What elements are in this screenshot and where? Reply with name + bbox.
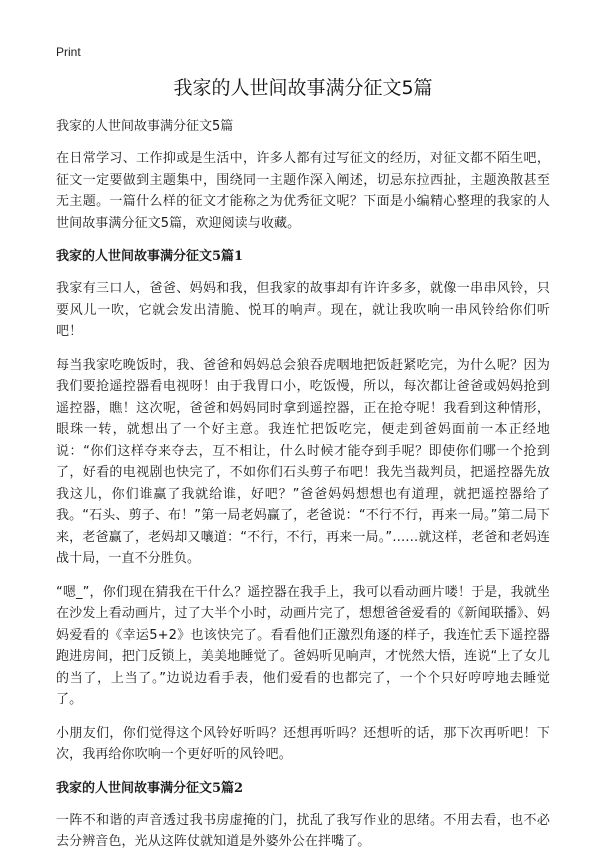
print-label[interactable]: Print [56,45,81,59]
section2-paragraph-1: 一阵不和谐的声音透过我书房虚掩的门，扰乱了我写作业的思绪。不用去看，也不必去分辨音色，光从这阵仗就知道是外婆外公在拌嘴了。 [56,812,550,849]
section1-paragraph-4: 小朋友们，你们觉得这个风铃好听吗？还想再听吗？还想听的话，那下次再听吧！下次，我再给你吹响一个更好听的风铃吧。 [56,725,550,762]
section-heading-2: 我家的人世间故事满分征文5篇2 [56,780,244,796]
section-heading-1: 我家的人世间故事满分征文5篇1 [56,249,244,264]
section1-paragraph-2: 每当我家吃晚饭时，我、爸爸和妈妈总会狼吞虎咽地把饭赶紧吃完，为什么呢？因为我们要抢遥控器看电视呀！由于我胃口小，吃饭慢，所以，每次都让爸爸或妈妈抢到遥控器，瞧！这次呢，爸爸和妈妈同时拿到遥控器，正在抢夺呢！我看到这种情形，眼珠一转，就想出了一个好主意。我连忙把饭吃完，便走到爸妈面前一本正经地说：“你们这样夺来夺去，互不相让，什么时候才能夺到手呢？即使你们哪一个抢到了，好看的电视剧也快完了，不如你们石头剪子布吧！我先当裁判员，把遥控器先放我这儿，你们谁赢了我就给谁，好吧？”爸爸妈妈想想也有道理，就把遥控器给了我。“石头、剪子、布！”第一局老妈赢了，老爸说：“不行不行，再来一局。”第二局下来，老爸赢了，老妈却又嚷道：“不行，不行，再来一局。”……就这样，老爸和老妈连战十局，一直不分胜负。 [56,357,550,566]
section1-paragraph-1: 我家有三口人，爸爸、妈妈和我，但我家的故事却有许许多多，就像一串串风铃，只要风儿一吹，它就会发出清脆、悦耳的响声。现在，就让我吹响一串风铃给你们听吧！ [56,281,550,339]
page-title: 我家的人世间故事满分征文5篇 [173,77,433,99]
section1-paragraph-3: “嗯_”，你们现在猜我在干什么？遥控器在我手上，我可以看动画片喽！于是，我就坐在沙发上看动画片，过了大半个小时，动画片完了，想想爸爸爱看的《新闻联播》、妈妈爱看的《幸运5+2》也该快完了。看看他们正激烈角逐的样子，我连忙丢下遥控器跑进房间，把门反锁上，美美地睡觉了。爸妈听见响声，才恍然大悟，连说“上了女儿的当了，上当了。”边说边看手表，他们爱看的也都完了，一个个只好哼哼地去睡觉了。 [56,584,550,707]
document-subtitle: 我家的人世间故事满分征文5篇 [56,119,234,134]
intro-paragraph: 在日常学习、工作抑或是生活中，许多人都有过写征文的经历，对征文都不陌生吧，征文一定要做到主题集中，围绕同一主题作深入阐述，切忌东拉西扯，主题涣散甚至无主题。一篇什么样的征文才能称之为优秀征文呢？下面是小编精心整理的我家的人世间故事满分征文5篇，欢迎阅读与收藏。 [56,151,550,231]
